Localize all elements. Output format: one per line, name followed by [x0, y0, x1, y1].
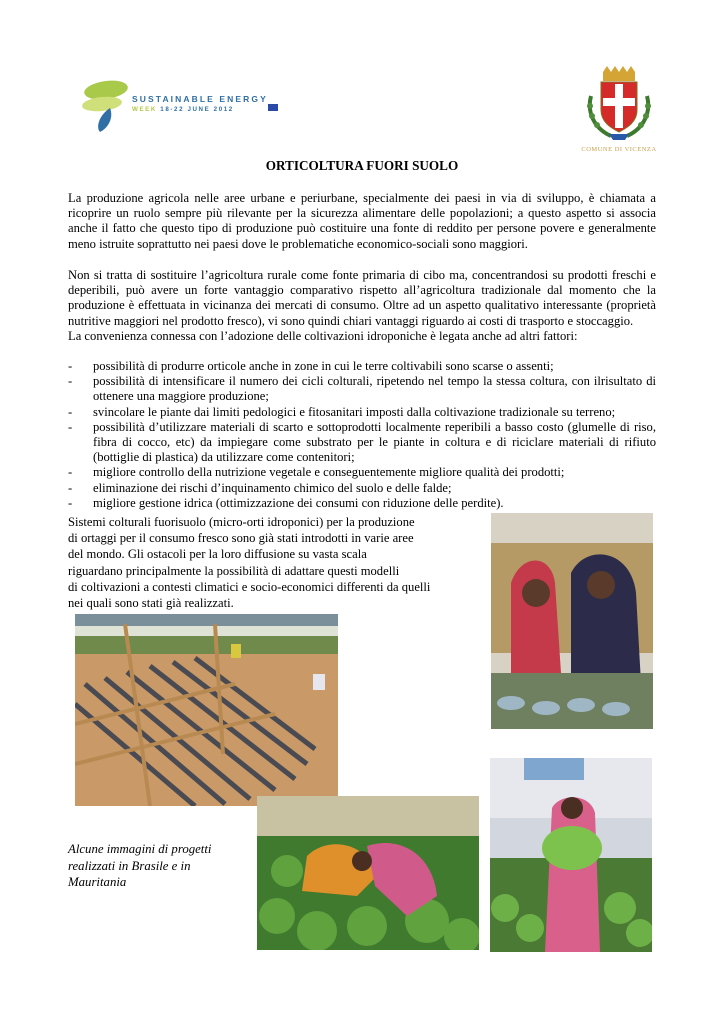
list-item: - svincolare le piante dai limiti pedologici e fitosanitari imposti dalla coltivazione tradizionale su terreno; — [68, 405, 656, 420]
logo-dates: 18-22 JUNE 2012 — [160, 106, 234, 113]
list-item: - migliore gestione idrica (ottimizzazione dei consumi con riduzione delle perdite). — [68, 496, 656, 511]
photo-woman-lettuce — [257, 796, 479, 950]
paragraph-line: di ortaggi per il consumo fresco sono già stati introdotti in varie aree — [68, 531, 414, 546]
eu-flag-icon — [268, 104, 278, 111]
factors-list — [68, 359, 656, 511]
paragraph-diffusion — [68, 514, 468, 611]
photo-caption: Alcune immagini di progetti realizzati in Brasile e in Mauritania — [68, 842, 212, 890]
list-item: - possibilità di intensificare il numero dei cicli colturali, ripetendo nel tempo la stessa coltura, con ilrisultato di ottenere una maggiore produzione; — [68, 374, 656, 404]
paragraph-line: del mondo. Gli ostacoli per la loro diffusione su vasta scala — [68, 547, 367, 562]
list-item: - possibilità di produrre orticole anche in zone in cui le terre coltivabili sono scarse o assenti; — [68, 359, 656, 374]
photo-woman-holding-lettuce — [490, 758, 652, 952]
photo-women-planters — [491, 513, 653, 729]
logo-week: WEEK — [132, 106, 157, 113]
logo-title: SUSTAINABLE ENERGY — [132, 94, 268, 104]
list-item: - migliore controllo della nutrizione vegetale e conseguentemente migliore qualità dei prodotti; — [68, 465, 656, 480]
paragraph-advantages-text: Non si tratta di sostituire l’agricoltura rurale come fonte primaria di cibo ma, concentrandosi su prodotti freschi e deperibili, può avere un forte vantaggio comparativo rispetto all’agricoltura tradizionale dal momento che la produzione è effettuata in vicinanza dei mercati di consumo. Oltre ad un aspetto qualitativo interessante (proprietà nutritive maggiori nel prodotto fresco), vi sono quindi chiari vantaggi riguardo ai costi di trasporto e stoccaggio. — [68, 268, 656, 328]
logo-text — [132, 94, 268, 113]
coat-of-arms-icon — [581, 66, 657, 146]
comune-crest — [581, 66, 657, 162]
list-item: - eliminazione dei rischi d’inquinamento chimico del suolo e delle falde; — [68, 481, 656, 496]
paragraph-line: di coltivazioni a contesti climatici e socio-economici differenti da quelli — [68, 579, 431, 594]
paragraph-line: Sistemi colturali fuorisuolo (micro-orti idroponici) per la produzione — [68, 515, 415, 529]
page-title: ORTICOLTURA FUORI SUOLO — [265, 158, 459, 173]
paragraph-line: nei quali sono stati già realizzati. — [68, 596, 234, 611]
logo-subtitle — [132, 106, 268, 113]
list-item: - possibilità d’utilizzare materiali di scarto e sottoprodotti localmente reperibili a basso costo (glumelle di riso, fibra di cocco, etc) da impiegare come substrato per le piante in coltura e di riciclare materiali di rifiuto (bottiglie di plastica) da utilizzare come contenitori; — [68, 420, 656, 466]
leaf-swirl-icon — [80, 76, 132, 136]
paragraph-advantages — [68, 268, 656, 344]
paragraph-factors-intro: La convenienza connessa con l’adozione delle coltivazioni idroponiche è legata anche ad altri fattori: — [68, 328, 578, 343]
paragraph-line: riguardano principalmente la possibilità di adattare questi modelli — [68, 563, 400, 578]
crest-caption: COMUNE DI VICENZA — [581, 146, 657, 153]
paragraph-intro: La produzione agricola nelle aree urbane e periurbane, specialmente dei paesi in via di sviluppo, è chiamata a ricoprire un ruolo sempre più rilevante per la sicurezza alimentare delle popolazioni; a questo aspetto si associa anche il fatto che questo tipo di produzione può costituire una fonte di reddito per persone povere e generalmente meno istruite soprattutto nei paesi dove le problematiche economico-sociali sono maggiori. — [68, 191, 656, 251]
photo-hydroponic-rows — [75, 614, 338, 806]
sustainable-energy-week-logo — [80, 76, 290, 136]
